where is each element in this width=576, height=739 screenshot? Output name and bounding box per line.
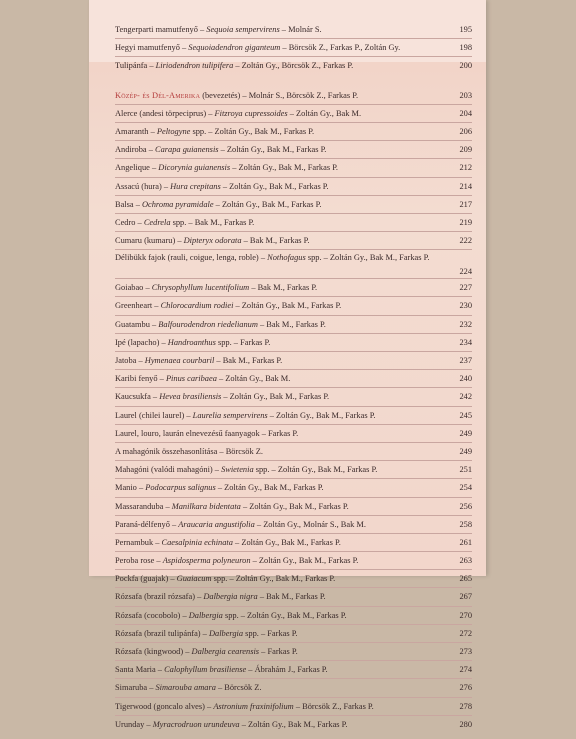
page-number: 254 (459, 483, 472, 493)
entry-name: Cumaru (kumaru) – (115, 236, 184, 246)
entry-authors: – Zoltán Gy., Bak M., Farkas P. (213, 199, 322, 209)
toc-entry (115, 214, 472, 232)
toc-entry-title (115, 87, 358, 104)
entry-name: Peroba rose – (115, 556, 163, 566)
entry-authors: – Farkas P. (259, 647, 298, 656)
page-number: 200 (459, 61, 472, 71)
toc-entry-title (115, 57, 353, 74)
toc-entry (115, 516, 472, 534)
entry-authors: – Zoltán Gy., Bak M., Farkas P. (267, 410, 376, 420)
entry-authors: – Zoltán Gy., Bak M., Farkas P. (232, 537, 341, 547)
page-number: 249 (459, 428, 472, 438)
page-number: 280 (459, 719, 472, 729)
species-name: Fitzroya cupressoides (214, 108, 288, 118)
entry-name: Mahagóni (valódi mahagóni) – (115, 465, 222, 475)
toc-entry-title (115, 479, 324, 496)
entry-name: Santa Maria – (115, 665, 165, 675)
entry-name: Guatambu – (115, 319, 159, 329)
entry-name: Alerce (andesi törpeciprus) – (115, 108, 215, 118)
entry-name: Hegyi mamutfenyő – (115, 43, 189, 53)
toc-entry (115, 425, 472, 443)
toc-entry-title (115, 625, 298, 642)
species-name: Laurelia sempervirens (192, 410, 268, 420)
toc-entry-title (115, 534, 341, 551)
toc-entry-title (115, 643, 298, 660)
entry-name: Greenheart – (115, 301, 161, 311)
toc-entry (115, 679, 472, 697)
entry-name: Ipé (lapacho) – (115, 337, 168, 347)
species-name: Balfourodendron riedelianum (158, 319, 258, 329)
species-name: Hevea brasiliensis (159, 392, 222, 402)
entry-authors: spp. – Farkas P. (243, 628, 298, 638)
species-name: Chrysophyllum lucentifolium (151, 283, 250, 293)
species-name: Dalbergia (188, 610, 223, 620)
species-name: Handroanthus (167, 337, 216, 347)
page-number: 237 (459, 356, 472, 365)
entry-name: Jatoba – (115, 356, 145, 365)
toc-entry-title (115, 334, 270, 351)
entry-name: Tulipánfa – (115, 61, 156, 71)
species-name: Sequoia sempervirens (206, 25, 280, 34)
toc-entry (115, 479, 472, 497)
toc-entry (115, 159, 472, 177)
toc-entry-title (115, 607, 347, 624)
toc-entry-title (115, 679, 262, 696)
toc-entry-title (115, 250, 429, 264)
entry-authors: – Bak M., Farkas P. (249, 283, 318, 293)
toc-entry (115, 141, 472, 159)
toc-entry-title (115, 388, 329, 405)
toc-entry (115, 588, 472, 606)
toc-entry (115, 297, 472, 315)
entry-name: Délibükk fajok (rauli, coigue, lenga, roble) – (115, 253, 268, 263)
toc-entry (115, 279, 472, 297)
species-name: Ochroma pyramidale (141, 199, 214, 209)
entry-authors: – Zoltán Gy., Bak M., Farkas P. (240, 501, 349, 511)
toc-entry (115, 196, 472, 214)
page-number: 224 (459, 267, 472, 277)
species-name: Dipteryx odorata (183, 236, 242, 246)
entry-authors: – Zoltán Gy., Bak M., Farkas P. (230, 163, 339, 173)
toc-entry-title (115, 661, 328, 678)
toc-entry-title (115, 516, 366, 533)
page-number: 272 (459, 628, 472, 638)
entry-name: Pernambuk – (115, 537, 162, 547)
entry-authors: – Zoltán Gy., Börcsök Z., Farkas P. (233, 61, 354, 71)
page-number: 245 (459, 410, 472, 420)
page-number: 261 (459, 537, 472, 547)
page-number: 256 (459, 501, 472, 511)
section-heading: Közép- és Dél-Amerika (115, 90, 201, 100)
toc-entry (115, 552, 472, 570)
entry-authors: spp. – Zoltán Gy., Bak M., Farkas P. (305, 253, 430, 263)
entry-authors: – Bak M., Farkas P. (214, 356, 283, 365)
toc-entry-title (115, 232, 309, 249)
toc-entry (115, 716, 472, 733)
entry-authors: spp. – Zoltán Gy., Bak M., Farkas P. (211, 574, 336, 584)
page-number: 240 (459, 374, 472, 384)
species-name: Pinus caribaea (165, 374, 217, 384)
toc-entry (115, 643, 472, 661)
page-number: 214 (459, 181, 472, 191)
toc-entry-title (115, 178, 329, 195)
entry-authors: – Börcsök Z. (215, 683, 262, 693)
page-number: 273 (459, 647, 472, 656)
page-number: 251 (459, 465, 472, 475)
entry-authors: – Molnár S. (279, 25, 322, 34)
page-number: 203 (459, 90, 472, 100)
page-number: 219 (459, 217, 472, 227)
page-number: 232 (459, 319, 472, 329)
book-page (89, 0, 486, 729)
entry-name: A mahagónik összehasonlítása – Börcsök Z. (115, 446, 263, 456)
toc-entry (115, 352, 472, 370)
toc-entry (115, 443, 472, 461)
table-of-contents (115, 21, 472, 733)
section-gap (115, 75, 472, 87)
page-number: 278 (459, 701, 472, 711)
toc-entry-title (115, 716, 347, 733)
toc-entry-title (115, 159, 338, 176)
toc-entry (115, 498, 472, 516)
toc-entry-title (115, 588, 326, 605)
species-name: Calophyllum brasiliense (164, 665, 247, 675)
toc-entry (115, 316, 472, 334)
species-name: Astronium fraxinifolium (213, 701, 294, 711)
toc-entry-title (115, 407, 376, 424)
species-name: Cedrela (143, 217, 171, 227)
species-name: Guaiacum (176, 574, 212, 584)
species-name: Chlorocardium rodiei (160, 301, 234, 311)
entry-name: Goiabao – (115, 283, 152, 293)
toc-entry (115, 370, 472, 388)
page-number: 265 (459, 574, 472, 584)
species-name: Podocarpus salignus (145, 483, 216, 493)
species-name: Dicorynia guianensis (158, 163, 231, 173)
species-name: Carapa guianensis (155, 145, 219, 155)
species-name: Swietenia (221, 465, 254, 475)
toc-entry-title (115, 352, 282, 369)
toc-entry-title (115, 443, 263, 460)
toc-entry-title (115, 279, 317, 296)
entry-name: (bevezetés) – Molnár S., Börcsök Z., Farkas P. (200, 90, 359, 100)
entry-name: Rózsafa (brazil tulipánfa) – (115, 628, 209, 638)
toc-entry-title (115, 21, 322, 38)
species-name: Manilkara bidentata (171, 501, 241, 511)
toc-entry-title (115, 461, 377, 478)
toc-entry (115, 698, 472, 716)
page-number: 267 (459, 592, 472, 602)
entry-name: Manio – (115, 483, 146, 493)
entry-authors: spp. – Zoltán Gy., Bak M., Farkas P. (222, 610, 347, 620)
page-number: 276 (459, 683, 472, 693)
toc-entry (115, 334, 472, 352)
page-number: 212 (459, 163, 472, 173)
page-number: 209 (459, 145, 472, 155)
entry-authors: – Zoltán Gy., Bak M., Farkas P. (215, 483, 324, 493)
entry-name: Kaucsukfa – (115, 392, 160, 402)
toc-entry (115, 232, 472, 250)
toc-entry-title (115, 123, 314, 140)
toc-entry (115, 250, 472, 279)
species-name: Dalbergia cearensis (191, 647, 260, 656)
page-number: 217 (459, 199, 472, 209)
toc-entry-title (115, 39, 400, 56)
entry-name: Massaranduba – (115, 501, 172, 511)
entry-authors: – Börcsök Z., Farkas P. (293, 701, 374, 711)
entry-authors: – Zoltán Gy., Molnár S., Bak M. (254, 519, 366, 529)
page-number: 249 (459, 446, 472, 456)
species-name: Peltogyne (156, 126, 191, 136)
page-number: 230 (459, 301, 472, 311)
entry-authors: spp. – Farkas P. (215, 337, 271, 347)
entry-name: Simaruba – (115, 683, 156, 693)
entry-name: Paraná-délfenyő – (115, 519, 179, 529)
page-number: 234 (459, 337, 472, 347)
entry-authors: – Börcsök Z., Farkas P., Zoltán Gy. (280, 43, 401, 53)
entry-authors: – Ábrahám J., Farkas P. (246, 665, 328, 675)
entry-name: Tengerparti mamutfenyő – (115, 25, 207, 34)
page-number: 274 (459, 665, 472, 675)
page-number: 263 (459, 556, 472, 566)
entry-authors: spp. – Bak M., Farkas P. (170, 217, 255, 227)
species-name: Liriodendron tulipifera (155, 61, 234, 71)
species-name: Hymenaea courbaril (144, 356, 215, 365)
entry-name: Tigerwood (goncalo alves) – (115, 701, 214, 711)
page-number: 227 (459, 283, 472, 293)
entry-name: Laurel (chilei laurel) – (115, 410, 193, 420)
entry-name: Rózsafa (brazil rózsafa) – (115, 592, 204, 602)
toc-entry (115, 21, 472, 39)
page-number: 206 (459, 126, 472, 136)
entry-name: Rózsafa (kingwood) – (115, 647, 192, 656)
entry-name: Pockfa (guajak) – (115, 574, 177, 584)
page-number: 222 (459, 236, 472, 246)
toc-entry (115, 407, 472, 425)
page-number: 258 (459, 519, 472, 529)
species-name: Myracrodruon urundeuva (152, 719, 240, 729)
toc-entry (115, 178, 472, 196)
toc-section-row (115, 87, 472, 105)
species-name: Nothofagus (267, 253, 306, 263)
entry-authors: – Zoltán Gy., Bak M., Farkas P. (220, 181, 329, 191)
toc-entry (115, 607, 472, 625)
toc-entry (115, 57, 472, 74)
species-name: Hura crepitans (170, 181, 221, 191)
entry-name: Angelique – (115, 163, 159, 173)
entry-name: Andiroba – (115, 145, 156, 155)
toc-entry (115, 625, 472, 643)
entry-name: Cedro – (115, 217, 144, 227)
toc-entry (115, 534, 472, 552)
entry-name: Laurel, louro, laurán elnevezésű faanyagok – Farkas P. (115, 428, 299, 438)
toc-entry-title (115, 141, 326, 158)
entry-authors: – Zoltán Gy., Bak M., Farkas P. (233, 301, 342, 311)
species-name: Sequoiadendron giganteum (188, 43, 281, 53)
entry-authors: spp. – Zoltán Gy., Bak M., Farkas P. (190, 126, 315, 136)
toc-entry (115, 570, 472, 588)
entry-authors: – Zoltán Gy., Bak M. (216, 374, 291, 384)
entry-name: Balsa – (115, 199, 142, 209)
page-number: 198 (459, 43, 472, 53)
entry-name: Urunday – (115, 719, 153, 729)
toc-entry-title (115, 552, 358, 569)
species-name: Caesalpinia echinata (161, 537, 233, 547)
entry-authors: – Zoltán Gy., Bak M., Farkas P. (239, 719, 348, 729)
toc-entry-title (115, 105, 361, 122)
toc-entry (115, 388, 472, 406)
toc-entry-title (115, 196, 321, 213)
toc-entry (115, 105, 472, 123)
entry-name: Rózsafa (cocobolo) – (115, 610, 189, 620)
toc-entry-title (115, 570, 335, 587)
entry-authors: – Zoltán Gy., Bak M., Farkas P. (218, 145, 327, 155)
toc-entry-title (115, 316, 326, 333)
toc-entry-title (115, 425, 298, 442)
entry-authors: spp. – Zoltán Gy., Bak M., Farkas P. (253, 465, 378, 475)
entry-name: Karibi fenyő – (115, 374, 166, 384)
page-number: 270 (459, 610, 472, 620)
entry-authors: – Bak M., Farkas P. (241, 236, 310, 246)
entry-name: Assacú (hura) – (115, 181, 171, 191)
entry-authors: – Zoltán Gy., Bak M. (287, 108, 362, 118)
entry-name: Amaranth – (115, 126, 157, 136)
entry-authors: – Bak M., Farkas P. (257, 592, 326, 602)
toc-entry (115, 661, 472, 679)
toc-entry-title (115, 698, 374, 715)
species-name: Dalbergia (208, 628, 244, 638)
species-name: Araucaria angustifolia (178, 519, 255, 529)
page-number: 204 (459, 108, 472, 118)
toc-entry (115, 461, 472, 479)
species-name: Aspidosperma polyneuron (162, 556, 251, 566)
toc-entry (115, 123, 472, 141)
page-number: 195 (459, 25, 472, 34)
species-name: Dalbergia nigra (203, 592, 258, 602)
species-name: Simarouba amara (155, 683, 216, 693)
toc-entry-title (115, 370, 290, 387)
toc-entry-title (115, 297, 341, 314)
entry-authors: – Bak M., Farkas P. (257, 319, 326, 329)
page-number: 242 (459, 392, 472, 402)
toc-entry (115, 39, 472, 57)
toc-entry-title (115, 498, 349, 515)
entry-authors: – Zoltán Gy., Bak M., Farkas P. (250, 556, 359, 566)
entry-authors: – Zoltán Gy., Bak M., Farkas P. (221, 392, 330, 402)
toc-entry-title (115, 214, 254, 231)
